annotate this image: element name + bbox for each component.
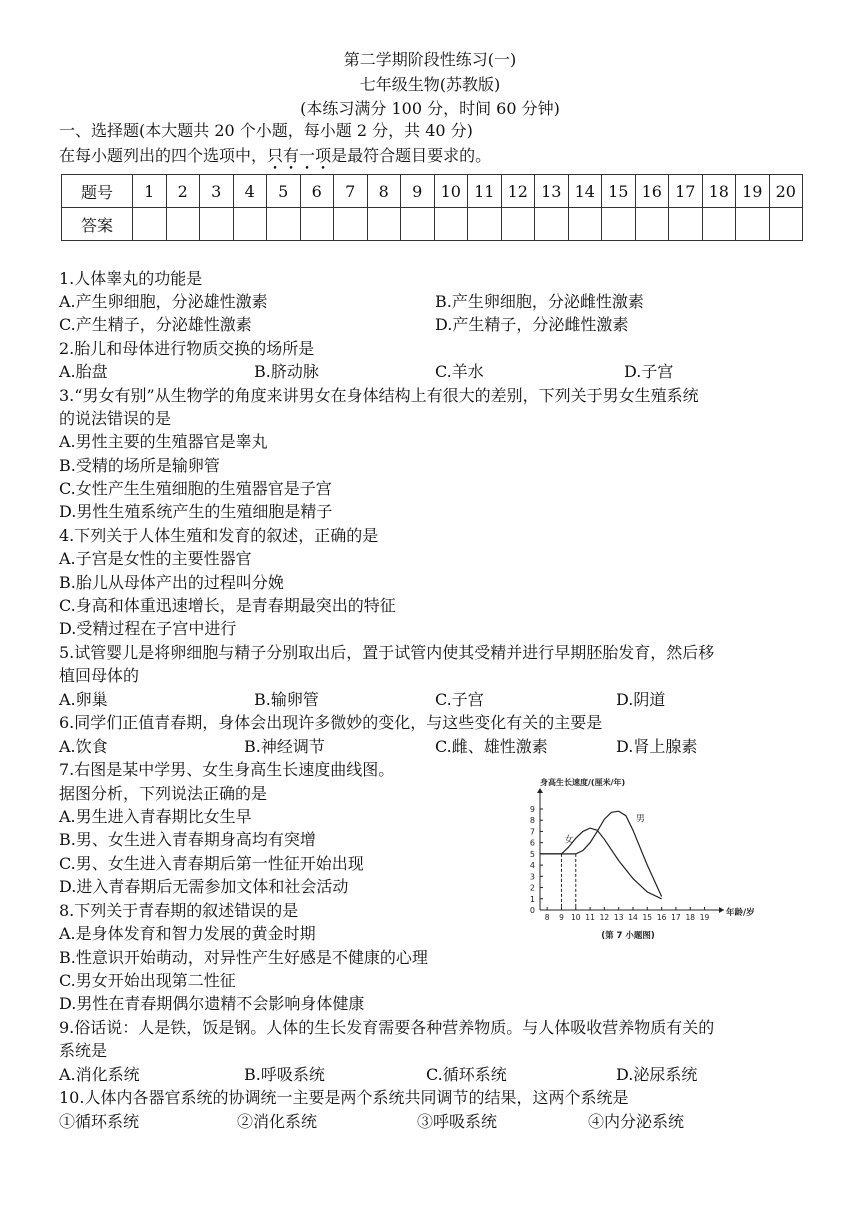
exam-info: (本练习满分 100 分，时间 60 分钟) bbox=[300, 99, 560, 118]
question-option: C.产生精子，分泌雄性激素 bbox=[59, 315, 252, 334]
question-option: D.进入青春期后无需参加文体和社会活动 bbox=[59, 877, 349, 896]
question-stem: 1.人体睾丸的功能是 bbox=[59, 269, 203, 288]
y-tick-label: 4 bbox=[529, 861, 535, 871]
question-number-cell: 13 bbox=[535, 175, 569, 208]
row-label-answer: 答案 bbox=[62, 208, 133, 241]
section-title: 一、选择题(本大题共 20 个小题，每小题 2 分，共 40 分) bbox=[59, 121, 473, 140]
question-number-cell: 19 bbox=[736, 175, 770, 208]
x-tick-label: 8 bbox=[544, 913, 550, 922]
x-tick-label: 12 bbox=[599, 913, 610, 922]
question-option: ③呼吸系统 bbox=[417, 1112, 498, 1131]
question-option: A.男性主要的生殖器官是睾丸 bbox=[59, 432, 268, 451]
question-option: C.男、女生进入青春期后第一性征开始出现 bbox=[59, 854, 364, 873]
question-stem: 的说法错误的是 bbox=[59, 409, 172, 428]
question-option: C.循环系统 bbox=[426, 1065, 507, 1084]
question-stem: 7.右图是某中学男、女生身高生长速度曲线图。 bbox=[59, 760, 395, 779]
question-option: ①循环系统 bbox=[59, 1112, 140, 1131]
question-option: A.子宫是女性的主要性器官 bbox=[59, 549, 252, 568]
question-number-cell: 12 bbox=[501, 175, 535, 208]
x-tick-label: 9 bbox=[559, 913, 564, 922]
question-option: D.泌尿系统 bbox=[616, 1065, 698, 1084]
question-option: B.脐动脉 bbox=[254, 362, 319, 381]
x-tick-label: 11 bbox=[585, 913, 595, 922]
question-number-cell: 7 bbox=[334, 175, 368, 208]
x-axis-title: 年龄/岁 bbox=[726, 908, 755, 918]
series-line-female bbox=[540, 828, 662, 899]
question-number-cell: 14 bbox=[568, 175, 602, 208]
emphasis-char: 只 bbox=[267, 146, 284, 165]
question-option: A.消化系统 bbox=[59, 1065, 140, 1084]
question-stem: 9.俗话说：人是铁，饭是钢。人体的生长发育需要各种营养物质。与人体吸收营养物质有关的 bbox=[59, 1018, 715, 1037]
question-stem: 植回母体的 bbox=[59, 666, 140, 685]
question-number-cell: 20 bbox=[769, 175, 803, 208]
answer-cell[interactable] bbox=[669, 208, 703, 241]
question-stem: 系统是 bbox=[59, 1041, 108, 1060]
question-option: D.阴道 bbox=[616, 690, 666, 709]
question-option: ②消化系统 bbox=[237, 1112, 318, 1131]
x-tick-label: 16 bbox=[656, 913, 667, 922]
series-label: 男 bbox=[635, 814, 645, 825]
question-number-cell: 5 bbox=[267, 175, 301, 208]
answer-cell[interactable] bbox=[736, 208, 770, 241]
question-stem: 5.试管婴儿是将卵细胞与精子分别取出后，置于试管内使其受精并进行早期胚胎发育，然后移 bbox=[59, 643, 715, 662]
question-option: C.男女开始出现第二性征 bbox=[59, 971, 236, 990]
question-number-cell: 2 bbox=[166, 175, 200, 208]
chart-caption: (第 7 小题图) bbox=[601, 931, 655, 941]
x-tick-label: 17 bbox=[671, 913, 681, 922]
y-tick-label: 6 bbox=[529, 838, 535, 848]
question-number-cell: 11 bbox=[468, 175, 502, 208]
answer-cell[interactable] bbox=[769, 208, 803, 241]
answer-cell[interactable] bbox=[300, 208, 334, 241]
x-tick-label: 18 bbox=[685, 913, 696, 922]
y-tick-label: 7 bbox=[529, 827, 535, 837]
y-axis-title: 身高生长速度/(厘米/年) bbox=[540, 778, 626, 787]
question-option: C.雌、雄性激素 bbox=[435, 737, 548, 756]
x-tick-label: 10 bbox=[570, 913, 581, 922]
question-option: D.男性在青春期偶尔遗精不会影响身体健康 bbox=[59, 994, 365, 1013]
question-option: A.卵巢 bbox=[59, 690, 108, 709]
page-title: 第二学期阶段性练习(一) bbox=[343, 50, 517, 69]
question-option: A.胎盘 bbox=[59, 362, 108, 381]
question-option: B.受精的场所是输卵管 bbox=[59, 456, 220, 475]
question-number-cell: 18 bbox=[702, 175, 736, 208]
question-number-cell: 15 bbox=[602, 175, 636, 208]
page-subtitle: 七年级生物(苏教版) bbox=[359, 75, 501, 94]
answer-cell[interactable] bbox=[468, 208, 502, 241]
y-tick-label: 2 bbox=[529, 883, 535, 893]
answer-cell[interactable] bbox=[267, 208, 301, 241]
x-tick-label: 14 bbox=[628, 913, 638, 922]
answer-cell[interactable] bbox=[133, 208, 167, 241]
question-stem: 4.下列关于人体生殖和发育的叙述，正确的是 bbox=[59, 526, 379, 545]
question-option: ④内分泌系统 bbox=[588, 1112, 685, 1131]
question-option: B.呼吸系统 bbox=[244, 1065, 325, 1084]
instruction-post: 是最符合题目要求的。 bbox=[331, 146, 492, 165]
question-option: B.性意识开始萌动，对异性产生好感是不健康的心理 bbox=[59, 948, 428, 967]
answer-cell[interactable] bbox=[501, 208, 535, 241]
x-tick-label: 19 bbox=[699, 913, 710, 922]
instruction-pre: 在每小题列出的四个选项中， bbox=[59, 146, 268, 165]
question-option: C.女性产生生殖细胞的生殖器官是子宫 bbox=[59, 479, 332, 498]
emphasis-char: 有 bbox=[283, 146, 300, 165]
emphasis-char: 项 bbox=[315, 146, 332, 165]
y-tick-label: 0 bbox=[529, 906, 535, 915]
y-tick-label: 8 bbox=[529, 816, 535, 826]
question-stem: 8.下列关于青春期的叙述错误的是 bbox=[59, 901, 299, 920]
question-option: A.饮食 bbox=[59, 737, 108, 756]
question-stem: 据图分析，下列说法正确的是 bbox=[59, 784, 268, 803]
question-number-cell: 8 bbox=[367, 175, 401, 208]
y-tick-label: 5 bbox=[529, 849, 535, 859]
question-option: D.肾上腺素 bbox=[616, 737, 698, 756]
question-option: D.受精过程在子宫中进行 bbox=[59, 619, 237, 638]
question-option: D.产生精子，分泌雌性激素 bbox=[435, 315, 629, 334]
answer-cell[interactable] bbox=[334, 208, 368, 241]
answer-cell[interactable] bbox=[602, 208, 636, 241]
question-option: A.男生进入青春期比女生早 bbox=[59, 807, 252, 826]
question-option: B.胎儿从母体产出的过程叫分娩 bbox=[59, 573, 284, 592]
question-option: D.子宫 bbox=[624, 362, 674, 381]
question-number-cell: 9 bbox=[401, 175, 435, 208]
y-tick-label: 3 bbox=[529, 872, 535, 882]
answer-cell[interactable] bbox=[434, 208, 468, 241]
question-option: B.男、女生进入青春期身高均有突增 bbox=[59, 830, 316, 849]
question-option: A.产生卵细胞，分泌雄性激素 bbox=[59, 292, 268, 311]
x-tick-label: 13 bbox=[613, 913, 624, 922]
answer-cell[interactable] bbox=[401, 208, 435, 241]
growth-rate-chart bbox=[520, 774, 755, 946]
y-axis-arrow bbox=[537, 788, 543, 793]
question-number-cell: 10 bbox=[434, 175, 468, 208]
answer-cell[interactable] bbox=[367, 208, 401, 241]
x-axis-arrow bbox=[719, 907, 724, 913]
answer-cell[interactable] bbox=[166, 208, 200, 241]
question-number-cell: 4 bbox=[233, 175, 267, 208]
answer-cell[interactable] bbox=[233, 208, 267, 241]
answer-cell[interactable] bbox=[200, 208, 234, 241]
question-stem: 6.同学们正值青春期，身体会出现许多微妙的变化，与这些变化有关的主要是 bbox=[59, 713, 603, 732]
question-option: A.是身体发育和智力发展的黄金时期 bbox=[59, 924, 316, 943]
answer-cell[interactable] bbox=[535, 208, 569, 241]
question-option: C.羊水 bbox=[435, 362, 484, 381]
question-number-cell: 3 bbox=[200, 175, 234, 208]
answer-table bbox=[61, 174, 803, 241]
emphasis-char: 一 bbox=[299, 146, 316, 165]
question-number-cell: 17 bbox=[669, 175, 703, 208]
section-instruction bbox=[59, 145, 491, 167]
question-option: C.身高和体重迅速增长，是青春期最突出的特征 bbox=[59, 596, 396, 615]
answer-cell[interactable] bbox=[635, 208, 669, 241]
y-tick-label: 1 bbox=[529, 894, 535, 904]
question-option: B.神经调节 bbox=[244, 737, 325, 756]
row-label-number: 题号 bbox=[62, 175, 133, 208]
question-number-cell: 6 bbox=[300, 175, 334, 208]
question-option: B.产生卵细胞，分泌雌性激素 bbox=[435, 292, 644, 311]
answer-cell[interactable] bbox=[568, 208, 602, 241]
answer-cell[interactable] bbox=[702, 208, 736, 241]
x-tick-label: 15 bbox=[642, 913, 653, 922]
question-stem: 3.“男女有别”从生物学的角度来讲男女在身体结构上有很大的差别，下列关于男女生殖系统 bbox=[59, 386, 699, 405]
question-number-cell: 16 bbox=[635, 175, 669, 208]
series-label: 女 bbox=[564, 835, 574, 846]
question-option: C.子宫 bbox=[435, 690, 484, 709]
question-stem: 10.人体内各器官系统的协调统一主要是两个系统共同调节的结果，这两个系统是 bbox=[59, 1088, 629, 1107]
question-stem: 2.胎儿和母体进行物质交换的场所是 bbox=[59, 339, 315, 358]
question-option: B.输卵管 bbox=[254, 690, 319, 709]
question-option: D.男性生殖系统产生的生殖细胞是精子 bbox=[59, 502, 333, 521]
question-number-cell: 1 bbox=[133, 175, 167, 208]
y-tick-label: 9 bbox=[529, 804, 535, 814]
